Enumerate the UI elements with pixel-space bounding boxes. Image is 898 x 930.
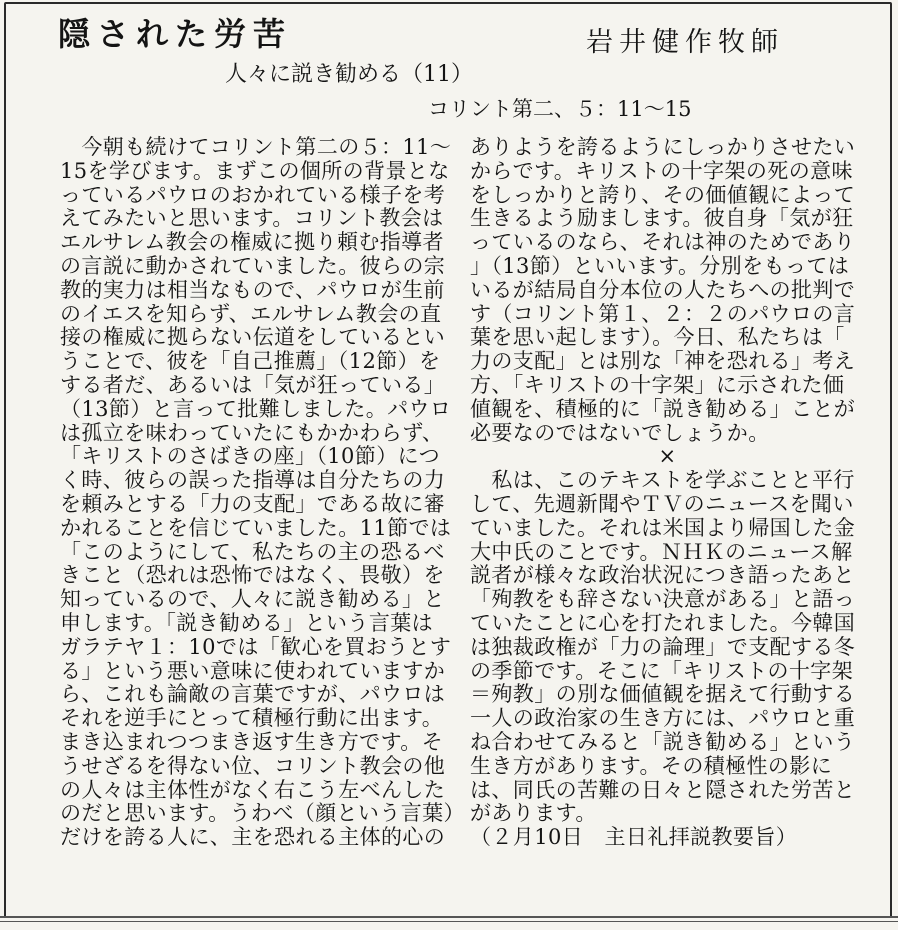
article-author: 岩井健作牧師 <box>586 27 784 58</box>
paragraph-line: 力の支配」とは別な「神を恐れる」考え <box>470 349 856 374</box>
section-divider-mark: × <box>658 444 677 469</box>
paragraph-line: （13節）と言って批難しました。パウロ <box>60 396 452 421</box>
paragraph-line: 接の権威に拠らない伝道をしているとい <box>60 325 446 350</box>
paragraph-line: を頼みとする「力の支配」である故に審 <box>60 491 446 516</box>
paragraph-line: 「殉教をも辞さない決意がある」と語っ <box>470 587 856 612</box>
paragraph-line: ね合わせてみると「説き勧める」という <box>470 729 856 754</box>
paragraph-line: 大中氏のことです。ＮＨＫのニュース解 <box>470 539 853 564</box>
paragraph-line: ていました。それは米国より帰国した金 <box>470 515 856 540</box>
article-subtitle: 人々に説き勧める（11） <box>225 62 473 87</box>
paragraph-line: からです。キリストの十字架の死の意味 <box>470 158 853 183</box>
paragraph-line: 「キリストのさばきの座」（10節）につ <box>60 444 440 469</box>
paragraph-line: エルサレム教会の権威に拠り頼む指導者 <box>60 230 444 255</box>
paragraph-line: は独裁政権が「力の論理」で支配する冬 <box>470 634 856 659</box>
paragraph-line: 一人の政治家の生き方には、パウロと重 <box>470 706 856 731</box>
paragraph-line: だけを誇る人に、主を恐れる主体的心の <box>60 825 446 850</box>
paragraph-line: まき込まれつつまき返す生き方です。そ <box>60 729 444 754</box>
paragraph-line: る」という悪い意味に使われていますか <box>60 658 446 683</box>
paragraph-line: かれることを信じていました。11節では <box>60 515 452 540</box>
paragraph-line: 値観を、積極的に「説き勧める」ことが <box>470 396 856 421</box>
paragraph-line: する者だ、あるいは「気が狂っている」 <box>60 372 446 397</box>
paragraph-line: をしっかりと誇り、その価値観によって <box>470 182 856 207</box>
scripture-reference: コリント第二、５：11〜15 <box>428 97 692 121</box>
paragraph-line: ありようを誇るようにしっかりさせたい <box>470 135 856 159</box>
paragraph-line: ら、これも論敵の言葉ですが、パウロは <box>60 682 446 707</box>
paragraph-line: のだと思います。うわべ（顔という言葉） <box>60 801 465 826</box>
paragraph-line: 知っているので、人々に説き勧める」と <box>60 587 445 612</box>
paragraph-line: 」（13節）といいます。分別をもっては <box>470 253 850 278</box>
paragraph-line: は、同氏の苦難の日々と隠された労苦と <box>470 777 856 802</box>
paragraph-line: うことで、彼を「自己推薦」（12節）を <box>60 349 441 374</box>
paragraph-line: ていたことに心を打たれました。今韓国 <box>470 610 856 635</box>
paragraph-line: それを逆手にとって積極行動に出ます。 <box>60 706 444 731</box>
paragraph-line: して、先週新聞やＴＶのニュースを聞い <box>470 491 854 516</box>
paragraph-line: きこと（恐れは恐怖ではなく、畏敬）を <box>60 563 445 588</box>
paragraph-line: っているのなら、それは神のためであり <box>470 230 856 255</box>
paragraph-line: 申します。「説き勧める」という言葉は <box>60 610 434 635</box>
paragraph-line: 私は、このテキストを学ぶことと平行 <box>470 468 855 493</box>
paragraph-line: えてみたいと思います。コリント教会は <box>60 206 444 231</box>
paragraph-line: く時、彼らの誤った指導は自分たちの力 <box>60 468 446 493</box>
paragraph-line: いるが結局自分本位の人たちへの批判で <box>470 277 856 302</box>
paragraph-line: 必要なのではないでしょうか。 <box>470 420 770 445</box>
paragraph-line: の人々は主体性がなく右こう左べんした <box>60 777 446 802</box>
paragraph-line: 「このようにして、私たちの主の恐るべ <box>60 539 445 564</box>
bottom-rule <box>0 916 898 918</box>
paragraph-line: は孤立を味わっていたにもかかわらず、 <box>60 420 444 445</box>
paragraph-line: の季節です。そこに「キリストの十字架 <box>470 658 854 683</box>
paragraph-line: ＝殉教」の別な価値観を据えて行動する <box>470 682 856 707</box>
paragraph-line: 説者が様々な政治状況につき語ったあと <box>470 563 855 588</box>
paragraph-line: があります。 <box>470 801 597 826</box>
paragraph-line: ガラテヤ１：10では「歓心を買おうとす <box>60 634 452 659</box>
paragraph-line: っているパウロのおかれている様子を考 <box>60 182 446 207</box>
paragraph-line: の言説に動かされていました。彼らの宗 <box>60 253 446 278</box>
right-column <box>470 136 865 850</box>
paragraph-line: 15を学びます。まずこの個所の背景とな <box>60 158 450 183</box>
paragraph-line: 教的実力は相当なもので、パウロが生前 <box>60 277 445 302</box>
article-title: 隠された労苦 <box>58 15 293 53</box>
bottom-rule-thin <box>0 921 898 922</box>
left-column <box>60 136 465 850</box>
paragraph-line: うせざるを得ない位、コリント教会の他 <box>60 753 446 778</box>
paragraph-line: のイエスを知らず、エルサレム教会の直 <box>60 301 442 326</box>
paragraph-line: 今朝も続けてコリント第二の５：11〜 <box>60 135 452 159</box>
paragraph-line: 葉を思い起します）。今日、私たちは「 <box>470 325 845 350</box>
paragraph-line: す（コリント第１、２：２のパウロの言 <box>470 301 856 326</box>
paragraph-line: 方、「キリストの十字架」に示された価 <box>470 372 845 397</box>
paragraph-line: 生きるよう励まします。彼自身「気が狂 <box>470 206 854 231</box>
paragraph-line: 生き方があります。その積極性の影に <box>470 753 833 778</box>
paragraph-line: （２月10日 主日礼拝説教要旨） <box>470 825 798 850</box>
